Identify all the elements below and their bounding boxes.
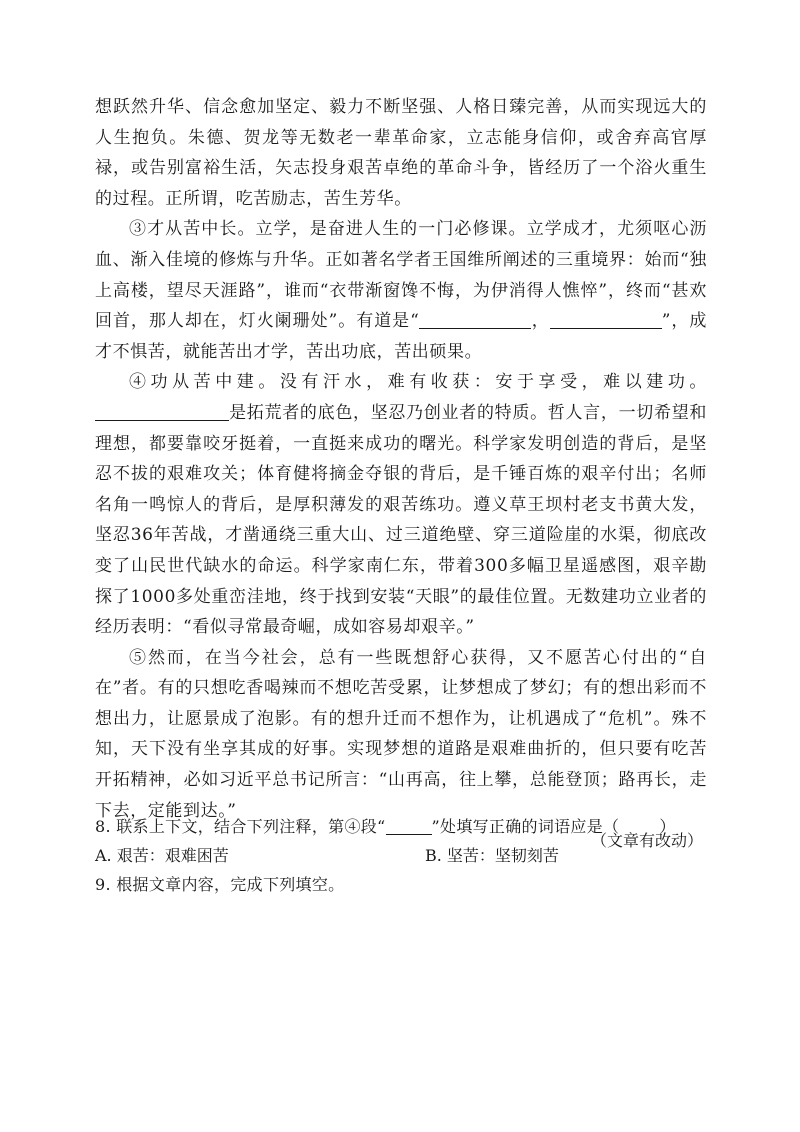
paragraph-4 <box>95 367 707 642</box>
fill-blank-3[interactable] <box>95 402 229 421</box>
article-body <box>95 92 707 856</box>
question-8-close: ） <box>659 817 676 836</box>
paragraph-3-text-end: ”，成才不惧苦，就能苦出才学，苦出功底，苦出硕果。 <box>95 311 707 362</box>
source-note: （文章有改动） <box>590 831 703 851</box>
option-a[interactable]: A. 艰苦：艰难困苦 <box>95 846 229 865</box>
question-8-options <box>95 841 707 870</box>
fill-blank-2[interactable] <box>550 310 662 329</box>
question-9: 9. 根据文章内容，完成下列填空。 <box>95 875 345 894</box>
questions-section <box>95 812 707 899</box>
paragraph-4-text-start: ④功从苦中建。没有汗水，难有收获：安于享受，难以建功。 <box>129 372 707 393</box>
question-8-text-start: 8. 联系上下文，结合下列注释，第④段“ <box>95 817 386 836</box>
paragraph-3-text-start: ③才从苦中长。立学，是奋进人生的一门必修课。立学成才，尤须呕心沥血、渐入佳境的修炼与升华。正如著名学者王国维所阐述的三重境界：始而“独上高楼，望尽天涯路”，谁而“衣带渐窗馋不悔，为伊消得人憔悴”，终而“甚欢回首，那人却在，灯火阑珊处”。有道是“ <box>95 219 707 332</box>
question-8-blank <box>386 816 432 835</box>
option-b[interactable]: B. 坚苦：坚韧刻苦 <box>425 846 559 865</box>
question-8 <box>95 812 707 841</box>
paragraph-4-text-end: 是拓荒者的底色，坚忍乃创业者的特质。哲人言，一切希望和理想，都要靠咬牙挺着，一直挺来成功的曙光。科学家发明创造的背后，是坚忍不拔的艰难攻关；体育健将摘金夺银的背后，是千锤百炼的艰辛付出；名师名角一鸣惊人的背后，是厚积薄发的艰苦练功。遵义草王坝村老支书黄大发，坚忍36年苦战，才凿通绕三重大山、过三道绝壁、穿三道险崖的水渠，彻底改变了山民世代缺水的命运。科学家南仁东，带着300多幅卫星遥感图，艰辛勘探了1000多处重峦洼地，终于找到安装“天眼”的最佳位置。无数建功立业者的经历表明：“看似寻常最奇崛，成如容易却艰辛。” <box>95 402 707 638</box>
paragraph-5: ⑤然而，在当今社会，总有一些既想舒心获得，又不愿苦心付出的“自在”者。有的只想吃香喝辣而不想吃苦受累，让梦想成了梦幻；有的想出彩而不想出力，让愿景成了泡影。有的想升迁而不想作为，让机遇成了“危机”。殊不知，天下没有坐享其成的好事。实现梦想的道路是艰难曲折的，但只要有吃苦开拓精神，必如习近平总书记所言：“山再高，往上攀，总能登顶；路再长，走下去，定能到达。” <box>95 647 707 821</box>
paragraph-3-comma: ， <box>531 311 550 332</box>
paragraph-2-continuation: 想跃然升华、信念愈加坚定、毅力不断坚强、人格日臻完善，从而实现远大的人生抱负。朱德、贺龙等无数老一辈革命家，立志能身信仰，或舍弃高官厚禄，或告别富裕生活，矢志投身艰苦卓绝的革命斗争，皆经历了一个浴火重生的过程。正所谓，吃苦励志，苦生芳华。 <box>95 97 707 209</box>
fill-blank-1[interactable] <box>419 310 531 329</box>
paragraph-3 <box>95 214 707 367</box>
question-8-text-end: ”处填写正确的词语应是（ <box>431 817 620 836</box>
